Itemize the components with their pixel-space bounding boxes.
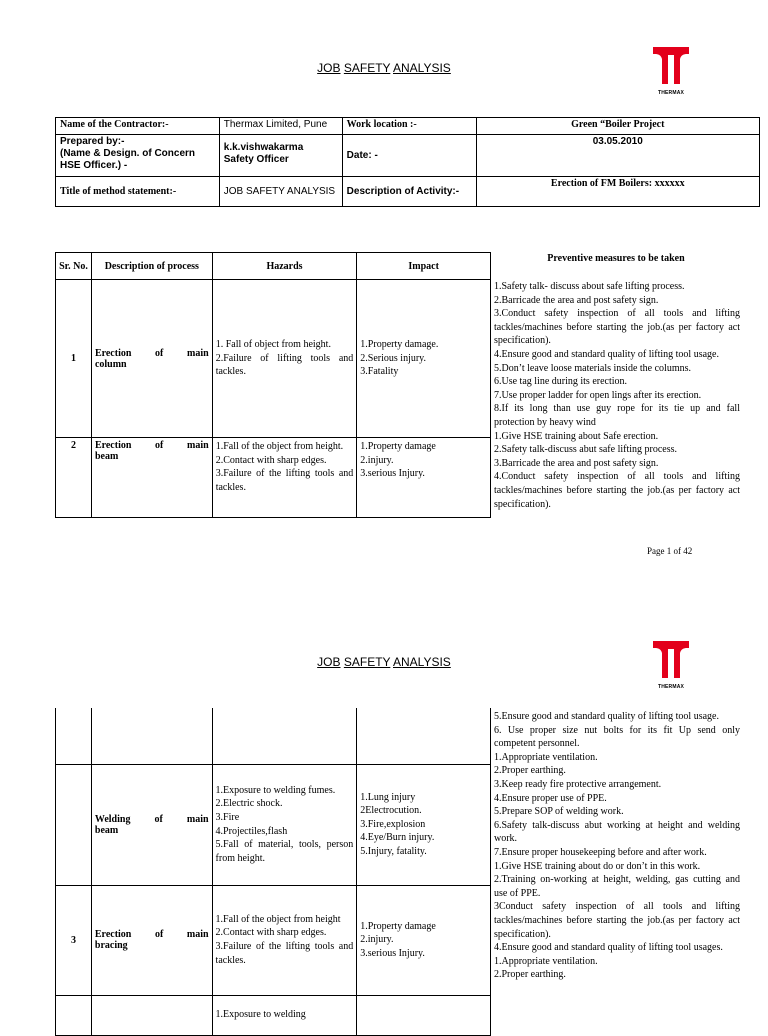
hazard-item: 2.Contact with sharp edges. xyxy=(215,454,327,466)
measure-item: 4.Ensure good and standard quality of lifting tool usages. xyxy=(494,942,723,954)
officer-name: k.k.vishwakarma xyxy=(223,142,304,153)
activity-value: Erection of FM Boilers: xxxxxx xyxy=(476,177,760,207)
measure-item: 3.Conduct safety inspection of all tools and lifting tackles/machines before starting the job.(as per factory act specification). xyxy=(494,308,740,347)
measure-item: 1.Safety talk- discuss about safe lifting process. xyxy=(494,281,685,292)
thermax-logo xyxy=(653,47,689,96)
thermax-logo-icon xyxy=(653,47,689,84)
impact-item: 2Electrocution. xyxy=(360,805,422,817)
hazard-item: 3.Fire xyxy=(215,811,240,823)
title-word-analysis: ANALYSIS xyxy=(393,655,451,669)
table-row xyxy=(56,764,491,885)
work-location-value: Green “Boiler Project xyxy=(476,118,760,135)
page2-measures-list xyxy=(494,710,740,982)
row-desc-line: Welding of main xyxy=(94,813,209,825)
activity-label: Description of Activity:- xyxy=(342,177,476,207)
hazard-item: 5.Fall of material, tools, person from height. xyxy=(215,839,354,864)
thermax-logo xyxy=(653,641,689,690)
prepared-by-cell xyxy=(56,135,220,177)
measure-item: 1.Give HSE training about Safe erection. xyxy=(494,430,659,442)
measures-header: Preventive measures to be taken xyxy=(547,253,685,264)
measure-item: 1.Appropriate ventilation. xyxy=(494,751,598,763)
page-num: 1 xyxy=(666,546,672,556)
title-word-safety: SAFETY xyxy=(343,61,391,75)
page1-header-table xyxy=(55,117,760,207)
row-hazards xyxy=(212,995,357,1035)
row-hazards xyxy=(212,280,357,438)
row-sr: 3 xyxy=(56,885,92,995)
hazard-item: 2.Contact with sharp edges. xyxy=(215,927,327,939)
measure-item: 6.Safety talk-discuss abut working at height and welding work. xyxy=(494,819,740,845)
measure-item: 7.Use proper ladder for open lings after its erection. xyxy=(494,389,702,401)
prepared-by-label-2: (Name & Design. of Concern xyxy=(60,148,196,159)
impact-item: 5.Injury, fatality. xyxy=(360,845,427,857)
row-desc-line: column xyxy=(94,358,127,370)
measure-item: 7.Ensure proper housekeeping before and after work. xyxy=(494,846,707,858)
row-desc xyxy=(91,995,212,1035)
row-impact xyxy=(357,438,491,518)
row-impact xyxy=(357,708,491,764)
row-hazards xyxy=(212,764,357,885)
col-desc-header: Description of process xyxy=(91,253,212,280)
impact-item: 3.Fatality xyxy=(360,366,399,378)
officer-designation: Safety Officer xyxy=(223,154,289,165)
measure-item: 1.Give HSE training about do or don’t in this work. xyxy=(494,860,701,872)
row-impact xyxy=(357,764,491,885)
measure-item: 2.Barricade the area and post safety sign. xyxy=(494,294,659,306)
measure-item: 3.Barricade the area and post safety sign. xyxy=(494,457,659,469)
measure-item: 4.Ensure good and standard quality of lifting tool usage. xyxy=(494,348,719,360)
impact-item: 3.Fire,explosion xyxy=(360,818,426,830)
row-impact xyxy=(357,885,491,995)
hazard-item: 2.Electric shock. xyxy=(215,798,283,810)
method-value: JOB SAFETY ANALYSIS xyxy=(219,177,342,207)
measure-item: 8.If its long than use guy rope for its tie up and fall protection by heavy wind xyxy=(494,403,740,428)
table-row xyxy=(56,438,491,518)
prepared-by-label-3: HSE Officer.) - xyxy=(60,160,128,171)
impact-item: 1.Property damage. xyxy=(360,339,439,351)
work-location-label: Work location :- xyxy=(342,118,476,135)
col-impact-header: Impact xyxy=(357,253,491,280)
measure-item: 2.Proper earthing. xyxy=(494,969,566,981)
impact-item: 3.serious Injury. xyxy=(360,947,425,959)
measure-item: 1.Appropriate ventilation. xyxy=(494,955,598,967)
measure-item: 2.Safety talk-discuss abut safe lifting process. xyxy=(494,444,678,456)
table-row xyxy=(56,885,491,995)
measure-item: 5.Ensure good and standard quality of lifting tool usage. xyxy=(494,711,719,722)
impact-item: 3.serious Injury. xyxy=(360,468,425,480)
table-row xyxy=(56,280,491,438)
hazard-item: 4.Projectiles,flash xyxy=(215,825,288,837)
date-value: 03.05.2010 xyxy=(476,135,760,177)
col-hazards-header: Hazards xyxy=(212,253,357,280)
impact-item: 2.injury. xyxy=(360,934,394,946)
row-hazards xyxy=(212,708,357,764)
page2-jsa-table xyxy=(55,708,491,1036)
logo-text: THERMAX xyxy=(657,684,685,690)
measure-item: 2.Proper earthing. xyxy=(494,765,566,777)
measure-item: 2.Training on-working at height, welding, gas cutting and use of PPE. xyxy=(494,874,740,899)
row-sr xyxy=(56,708,92,764)
hazard-item: 1.Fall of the object from height xyxy=(215,913,341,925)
page-number xyxy=(647,546,692,556)
measure-item: 6. Use proper size nut bolts for its fit Up send only competent personnel. xyxy=(494,724,740,750)
row-desc xyxy=(91,438,212,518)
page-label: Page xyxy=(647,546,665,556)
title-word-job: JOB xyxy=(317,655,341,669)
measure-item: 6.Use tag line during its erection. xyxy=(494,376,628,388)
row-sr: 1 xyxy=(56,280,92,438)
row-impact xyxy=(357,280,491,438)
hazard-item: 1.Exposure to welding fumes. xyxy=(215,784,336,796)
hazard-item: 1. Fall of object from height. xyxy=(215,339,331,351)
measure-item: 4.Conduct safety inspection of all tools and lifting tackles/machines before starting the job.(as per factory act specification). xyxy=(494,471,740,510)
impact-item: 1.Property damage xyxy=(360,441,436,452)
row-desc-line: beam xyxy=(94,451,119,462)
impact-item: 4.Eye/Burn injury. xyxy=(360,832,435,844)
date-label: Date: - xyxy=(342,135,476,177)
hazard-item: 2.Failure of lifting tools and tackles. xyxy=(215,352,354,378)
page1-jsa-table xyxy=(55,252,491,518)
row-desc xyxy=(91,885,212,995)
thermax-logo-icon xyxy=(653,641,689,678)
measure-item: 3.Keep ready fire protective arrangement. xyxy=(494,778,662,790)
page-of: of 42 xyxy=(673,546,693,556)
prepared-by-label: Prepared by:- xyxy=(60,136,125,147)
title-word-safety: SAFETY xyxy=(343,655,391,669)
row-desc xyxy=(91,708,212,764)
row-sr xyxy=(56,995,92,1035)
col-sr-header: Sr. No. xyxy=(56,253,92,280)
row-hazards xyxy=(212,885,357,995)
method-label: Title of method statement:- xyxy=(56,177,220,207)
measure-item: 4.Ensure proper use of PPE. xyxy=(494,792,607,804)
hazard-item: 1.Exposure to welding xyxy=(215,1008,306,1020)
title-word-analysis: ANALYSIS xyxy=(393,61,451,75)
row-desc xyxy=(91,764,212,885)
logo-text: THERMAX xyxy=(657,90,685,96)
row-impact xyxy=(357,995,491,1035)
measure-item: 3Conduct safety inspection of all tools and lifting tackles/machines before starting the job.(as per factory act specification). xyxy=(494,901,740,940)
table-row xyxy=(56,995,491,1035)
impact-item: 1.Lung injury xyxy=(360,791,416,803)
title-word-job: JOB xyxy=(317,61,341,75)
page1-measures-list xyxy=(494,280,740,511)
contractor-value: Thermax Limited, Pune xyxy=(219,118,342,135)
row-desc xyxy=(91,280,212,438)
prepared-by-value xyxy=(219,135,342,177)
impact-item: 1.Property damage xyxy=(360,920,436,932)
table-row xyxy=(56,708,491,764)
measure-item: 5.Prepare SOP of welding work. xyxy=(494,806,624,818)
impact-item: 2.Serious injury. xyxy=(360,352,427,364)
row-sr: 2 xyxy=(56,438,92,518)
hazard-item: 3.Failure of the lifting tools and tackles. xyxy=(215,941,354,966)
row-desc-line: Erection of main xyxy=(94,440,209,451)
measure-item: 5.Don’t leave loose materials inside the columns. xyxy=(494,362,691,374)
impact-item: 2.injury. xyxy=(360,454,394,466)
hazard-item: 1.Fall of the object from height. xyxy=(215,441,344,452)
row-hazards xyxy=(212,438,357,518)
row-desc-line: beam xyxy=(94,824,119,836)
row-desc-line: Erection of main xyxy=(94,929,209,940)
row-desc-line: bracing xyxy=(94,940,128,951)
row-sr xyxy=(56,764,92,885)
row-desc-line: Erection of main xyxy=(94,347,209,359)
hazard-item: 3.Failure of the lifting tools and tackles. xyxy=(215,468,354,493)
contractor-label: Name of the Contractor:- xyxy=(56,118,220,135)
